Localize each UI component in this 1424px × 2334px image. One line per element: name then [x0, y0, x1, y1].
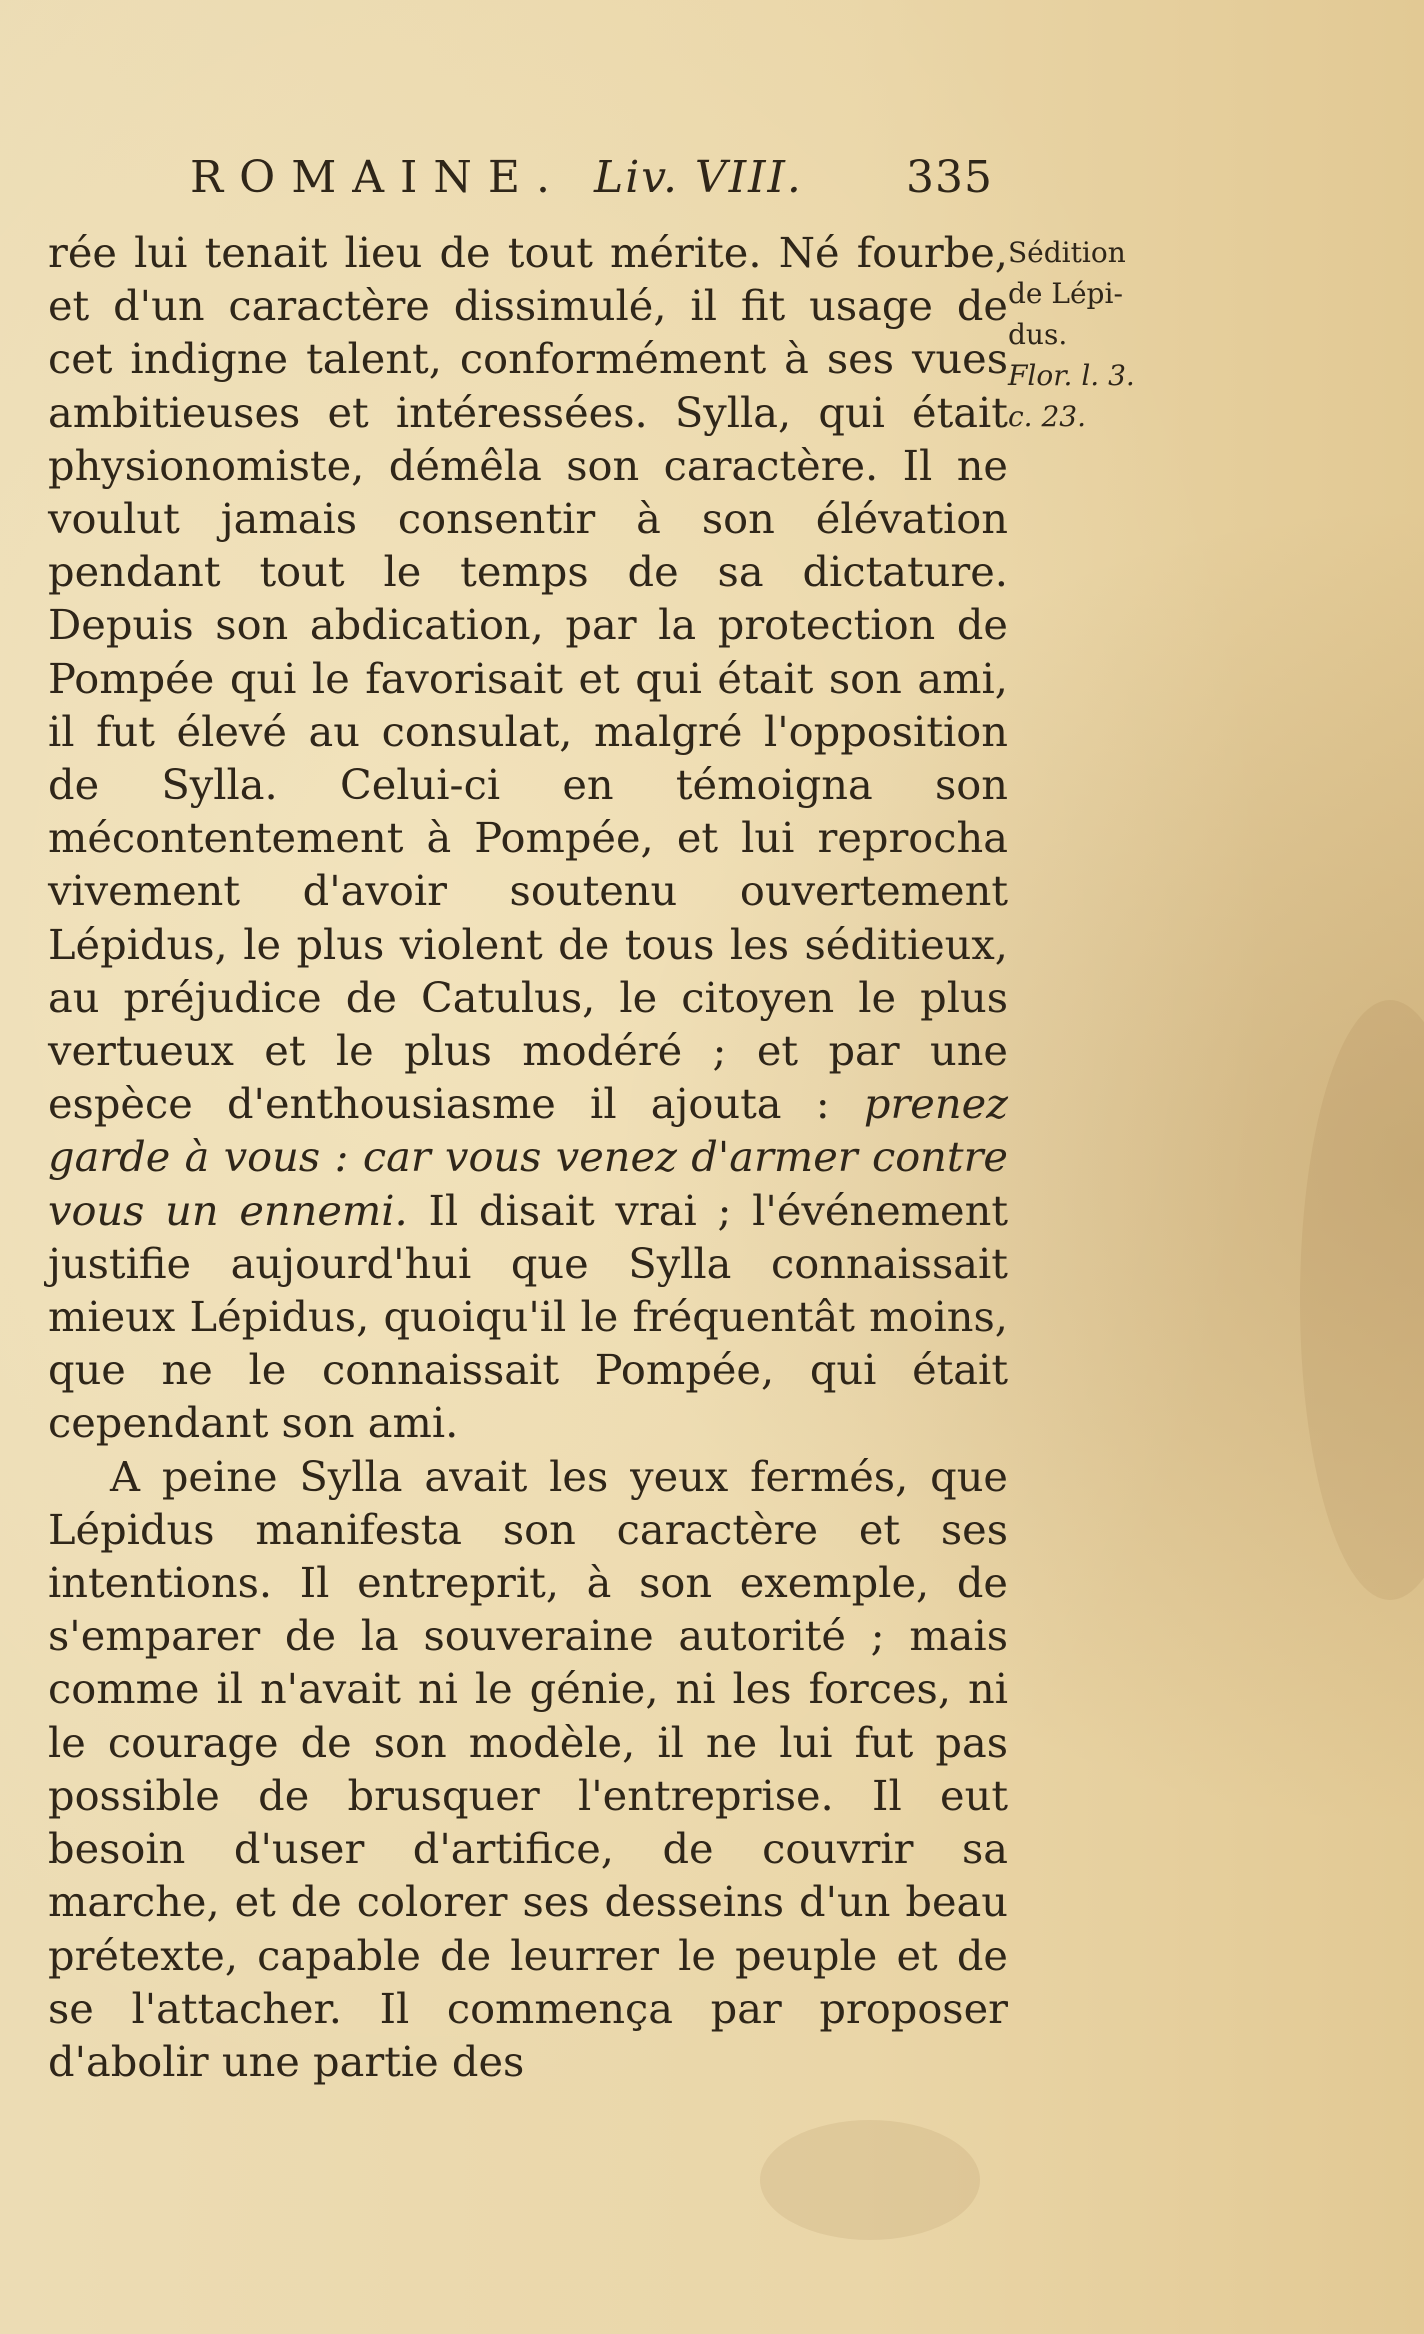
paper-stain — [760, 2120, 980, 2240]
paper-stain — [1300, 1000, 1424, 1600]
book-reference: Liv. VIII. — [594, 152, 803, 203]
running-header — [190, 152, 1010, 203]
running-title: ROMAINE. — [190, 152, 567, 203]
paragraph-text: rée lui tenait lieu de tout mérite. Né fourbe, et d'un caractère dissimulé, il fit usage de cet indigne talent, conformément à ses vues ambitieuses et intéressées. Sylla, qui était physionomiste, démêla son caractère. Il ne voulut jamais consentir à son élévation pendant tout le temps de sa dictature. Depuis son abdication, par la protection de Pompée qui le favorisait et qui était son ami, il fut élevé au consulat, malgré l'opposition de Sylla. Celui-ci en témoigna son mécontentement à Pompée, et lui reprocha vivement d'avoir soutenu ouvertement Lépidus, le plus violent de tous les séditieux, au préjudice de Catulus, le citoyen le plus vertueux et le plus modéré ; et par une espèce d'enthousiasme il ajouta : — [48, 228, 1008, 1129]
margin-note-line: Flor. l. 3. — [1008, 359, 1135, 392]
paragraph-text: Il disait vrai ; l'événement justifie aujourd'hui que Sylla connaissait mieux Lépidus, quoiqu'il le fréquentât moins, que ne le connaissait Pompée, qui était cependant son ami. — [48, 1185, 1008, 1448]
sylla-quote: prenez garde à vous : car vous venez d'armer contre vous un ennemi. — [48, 1079, 1008, 1235]
paragraph — [48, 226, 1008, 1450]
margin-note-line: c. 23. — [1008, 400, 1087, 433]
body-text — [48, 226, 1008, 2088]
margin-note-line: dus. — [1008, 318, 1068, 351]
margin-note-line: de Lépi- — [1008, 277, 1123, 310]
page-number: 335 — [906, 152, 993, 203]
margin-note — [1008, 232, 1228, 437]
paragraph: A peine Sylla avait les yeux fermés, que Lépidus manifesta son caractère et ses intentions. Il entreprit, à son exemple, de s'emparer de la souveraine autorité ; mais comme il n'avait ni le génie, ni les forces, ni le courage de son modèle, il ne lui fut pas possible de brusquer l'entreprise. Il eut besoin d'user d'artifice, de couvrir sa marche, et de colorer ses desseins d'un beau prétexte, capable de leurrer le peuple et de se l'attacher. Il commença par proposer d'abolir une partie des — [48, 1451, 1008, 2086]
margin-note-line: Sédition — [1008, 236, 1126, 269]
